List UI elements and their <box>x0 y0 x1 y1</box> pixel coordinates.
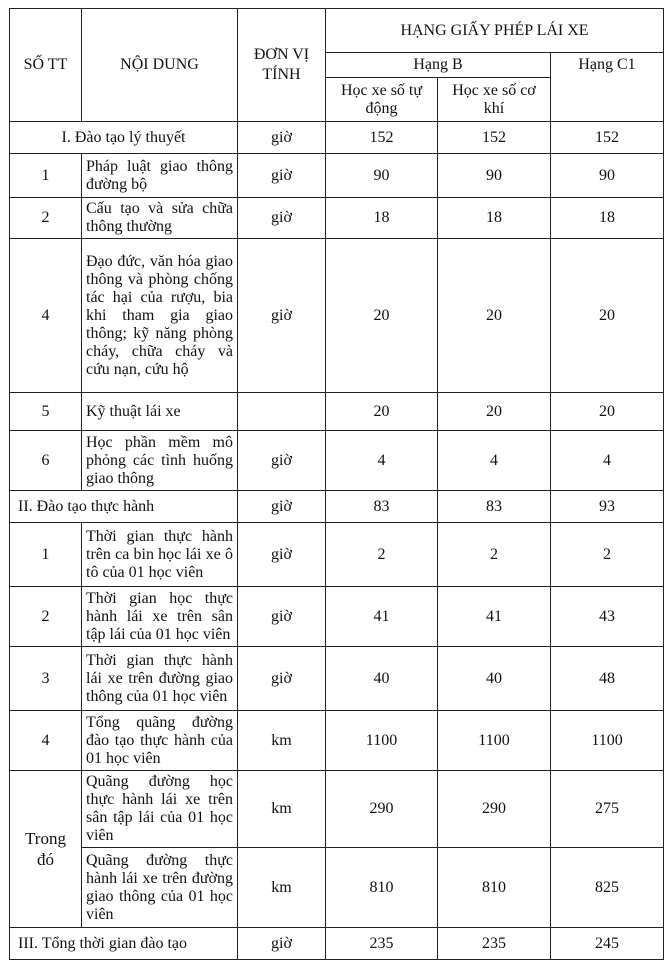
value-c1: 275 <box>551 771 664 848</box>
table-row <box>10 154 664 198</box>
content-cell: Quãng đường thực hành lái xe trên đường giao thông của 01 học viên <box>82 848 238 928</box>
unit-cell: km <box>238 848 326 928</box>
table-row <box>10 647 664 711</box>
value-b-manual: 90 <box>438 154 551 198</box>
table-row <box>10 431 664 491</box>
value-c1: 20 <box>551 393 664 431</box>
stt-cell: 1 <box>10 523 82 587</box>
value-b-auto: 1100 <box>326 711 438 771</box>
table-row <box>10 239 664 393</box>
stt-cell: 5 <box>10 393 82 431</box>
value-b-manual: 4 <box>438 431 551 491</box>
value-b-manual: 18 <box>438 198 551 239</box>
value-b-auto: 4 <box>326 431 438 491</box>
section-label: II. Đào tạo thực hành <box>10 491 238 523</box>
value-c1: 245 <box>551 928 664 960</box>
value-c1: 90 <box>551 154 664 198</box>
value-c1: 93 <box>551 491 664 523</box>
content-cell: Cấu tạo và sửa chữa thông thường <box>82 198 238 239</box>
table-row <box>10 587 664 647</box>
stt-cell: 3 <box>10 647 82 711</box>
section-row-tong <box>10 928 664 960</box>
value-b-manual: 290 <box>438 771 551 848</box>
unit-cell: km <box>238 711 326 771</box>
value-b-auto: 20 <box>326 393 438 431</box>
trong-do-text: Trong đó <box>25 829 66 869</box>
value-b-auto: 20 <box>326 239 438 393</box>
stt-cell: 1 <box>10 154 82 198</box>
content-cell: Học phần mềm mô phỏng các tình huống giao thông <box>82 431 238 491</box>
unit-cell: giờ <box>238 198 326 239</box>
value-b-manual: 235 <box>438 928 551 960</box>
header-hang-c1: Hạng C1 <box>551 53 664 122</box>
unit-cell: km <box>238 771 326 848</box>
section-row-thuc-hanh <box>10 491 664 523</box>
value-b-manual: 1100 <box>438 711 551 771</box>
value-b-auto: 290 <box>326 771 438 848</box>
content-cell: Tổng quãng đường đào tạo thực hành của 01 học viên <box>82 711 238 771</box>
stt-cell: 2 <box>10 587 82 647</box>
training-table <box>9 8 664 960</box>
header-noi-dung: NỘI DUNG <box>82 9 238 122</box>
value-b-manual: 20 <box>438 239 551 393</box>
unit-cell: giờ <box>238 122 326 154</box>
trong-do-label <box>10 771 82 928</box>
value-b-auto: 83 <box>326 491 438 523</box>
table-row <box>10 198 664 239</box>
unit-cell: giờ <box>238 647 326 711</box>
section-label: III. Tổng thời gian đào tạo <box>10 928 238 960</box>
section-label: I. Đào tạo lý thuyết <box>10 122 238 154</box>
table-row <box>10 848 664 928</box>
unit-cell: giờ <box>238 523 326 587</box>
value-b-manual: 152 <box>438 122 551 154</box>
value-c1: 825 <box>551 848 664 928</box>
value-c1: 4 <box>551 431 664 491</box>
value-c1: 20 <box>551 239 664 393</box>
value-b-manual: 40 <box>438 647 551 711</box>
content-cell: Quãng đường học thực hành lái xe trên sân tập lái của 01 học viên <box>82 771 238 848</box>
unit-cell: giờ <box>238 928 326 960</box>
value-b-auto: 41 <box>326 587 438 647</box>
value-b-auto: 235 <box>326 928 438 960</box>
header-b-tu-dong: Học xe số tự động <box>326 78 438 122</box>
unit-cell: giờ <box>238 587 326 647</box>
unit-cell: giờ <box>238 154 326 198</box>
stt-cell: 4 <box>10 711 82 771</box>
value-c1: 2 <box>551 523 664 587</box>
header-hang-b: Hạng B <box>326 53 551 78</box>
header-hang-giay-phep: HẠNG GIẤY PHÉP LÁI XE <box>326 9 664 53</box>
value-b-auto: 2 <box>326 523 438 587</box>
unit-cell: giờ <box>238 239 326 393</box>
value-b-auto: 18 <box>326 198 438 239</box>
unit-cell: giờ <box>238 491 326 523</box>
value-b-auto: 810 <box>326 848 438 928</box>
value-b-manual: 83 <box>438 491 551 523</box>
value-b-auto: 152 <box>326 122 438 154</box>
value-c1: 18 <box>551 198 664 239</box>
value-c1: 43 <box>551 587 664 647</box>
value-b-manual: 20 <box>438 393 551 431</box>
content-cell: Thời gian thực hành trên ca bin học lái xe ô tô của 01 học viên <box>82 523 238 587</box>
content-cell: Thời gian thực hành lái xe trên đường giao thông của 01 học viên <box>82 647 238 711</box>
value-b-manual: 810 <box>438 848 551 928</box>
unit-cell: giờ <box>238 431 326 491</box>
value-b-manual: 41 <box>438 587 551 647</box>
content-cell: Pháp luật giao thông đường bộ <box>82 154 238 198</box>
value-c1: 152 <box>551 122 664 154</box>
value-c1: 1100 <box>551 711 664 771</box>
stt-cell: 6 <box>10 431 82 491</box>
table-row <box>10 393 664 431</box>
stt-cell: 2 <box>10 198 82 239</box>
table-row <box>10 523 664 587</box>
section-row-ly-thuyet <box>10 122 664 154</box>
table-row <box>10 771 664 848</box>
value-b-auto: 90 <box>326 154 438 198</box>
value-b-auto: 40 <box>326 647 438 711</box>
unit-cell <box>238 393 326 431</box>
content-cell: Đạo đức, văn hóa giao thông và phòng chống tác hại của rượu, bia khi tham gia giao thông; kỹ năng phòng cháy, chữa cháy và cứu nạn, cứu hộ <box>82 239 238 393</box>
header-don-vi: ĐƠN VỊ TÍNH <box>238 9 326 122</box>
stt-cell: 4 <box>10 239 82 393</box>
value-c1: 48 <box>551 647 664 711</box>
header-b-co-khi: Học xe số cơ khí <box>438 78 551 122</box>
content-cell: Kỹ thuật lái xe <box>82 393 238 431</box>
table-row <box>10 711 664 771</box>
value-b-manual: 2 <box>438 523 551 587</box>
content-cell: Thời gian học thực hành lái xe trên sân tập lái của 01 học viên <box>82 587 238 647</box>
header-stt: SỐ TT <box>10 9 82 122</box>
